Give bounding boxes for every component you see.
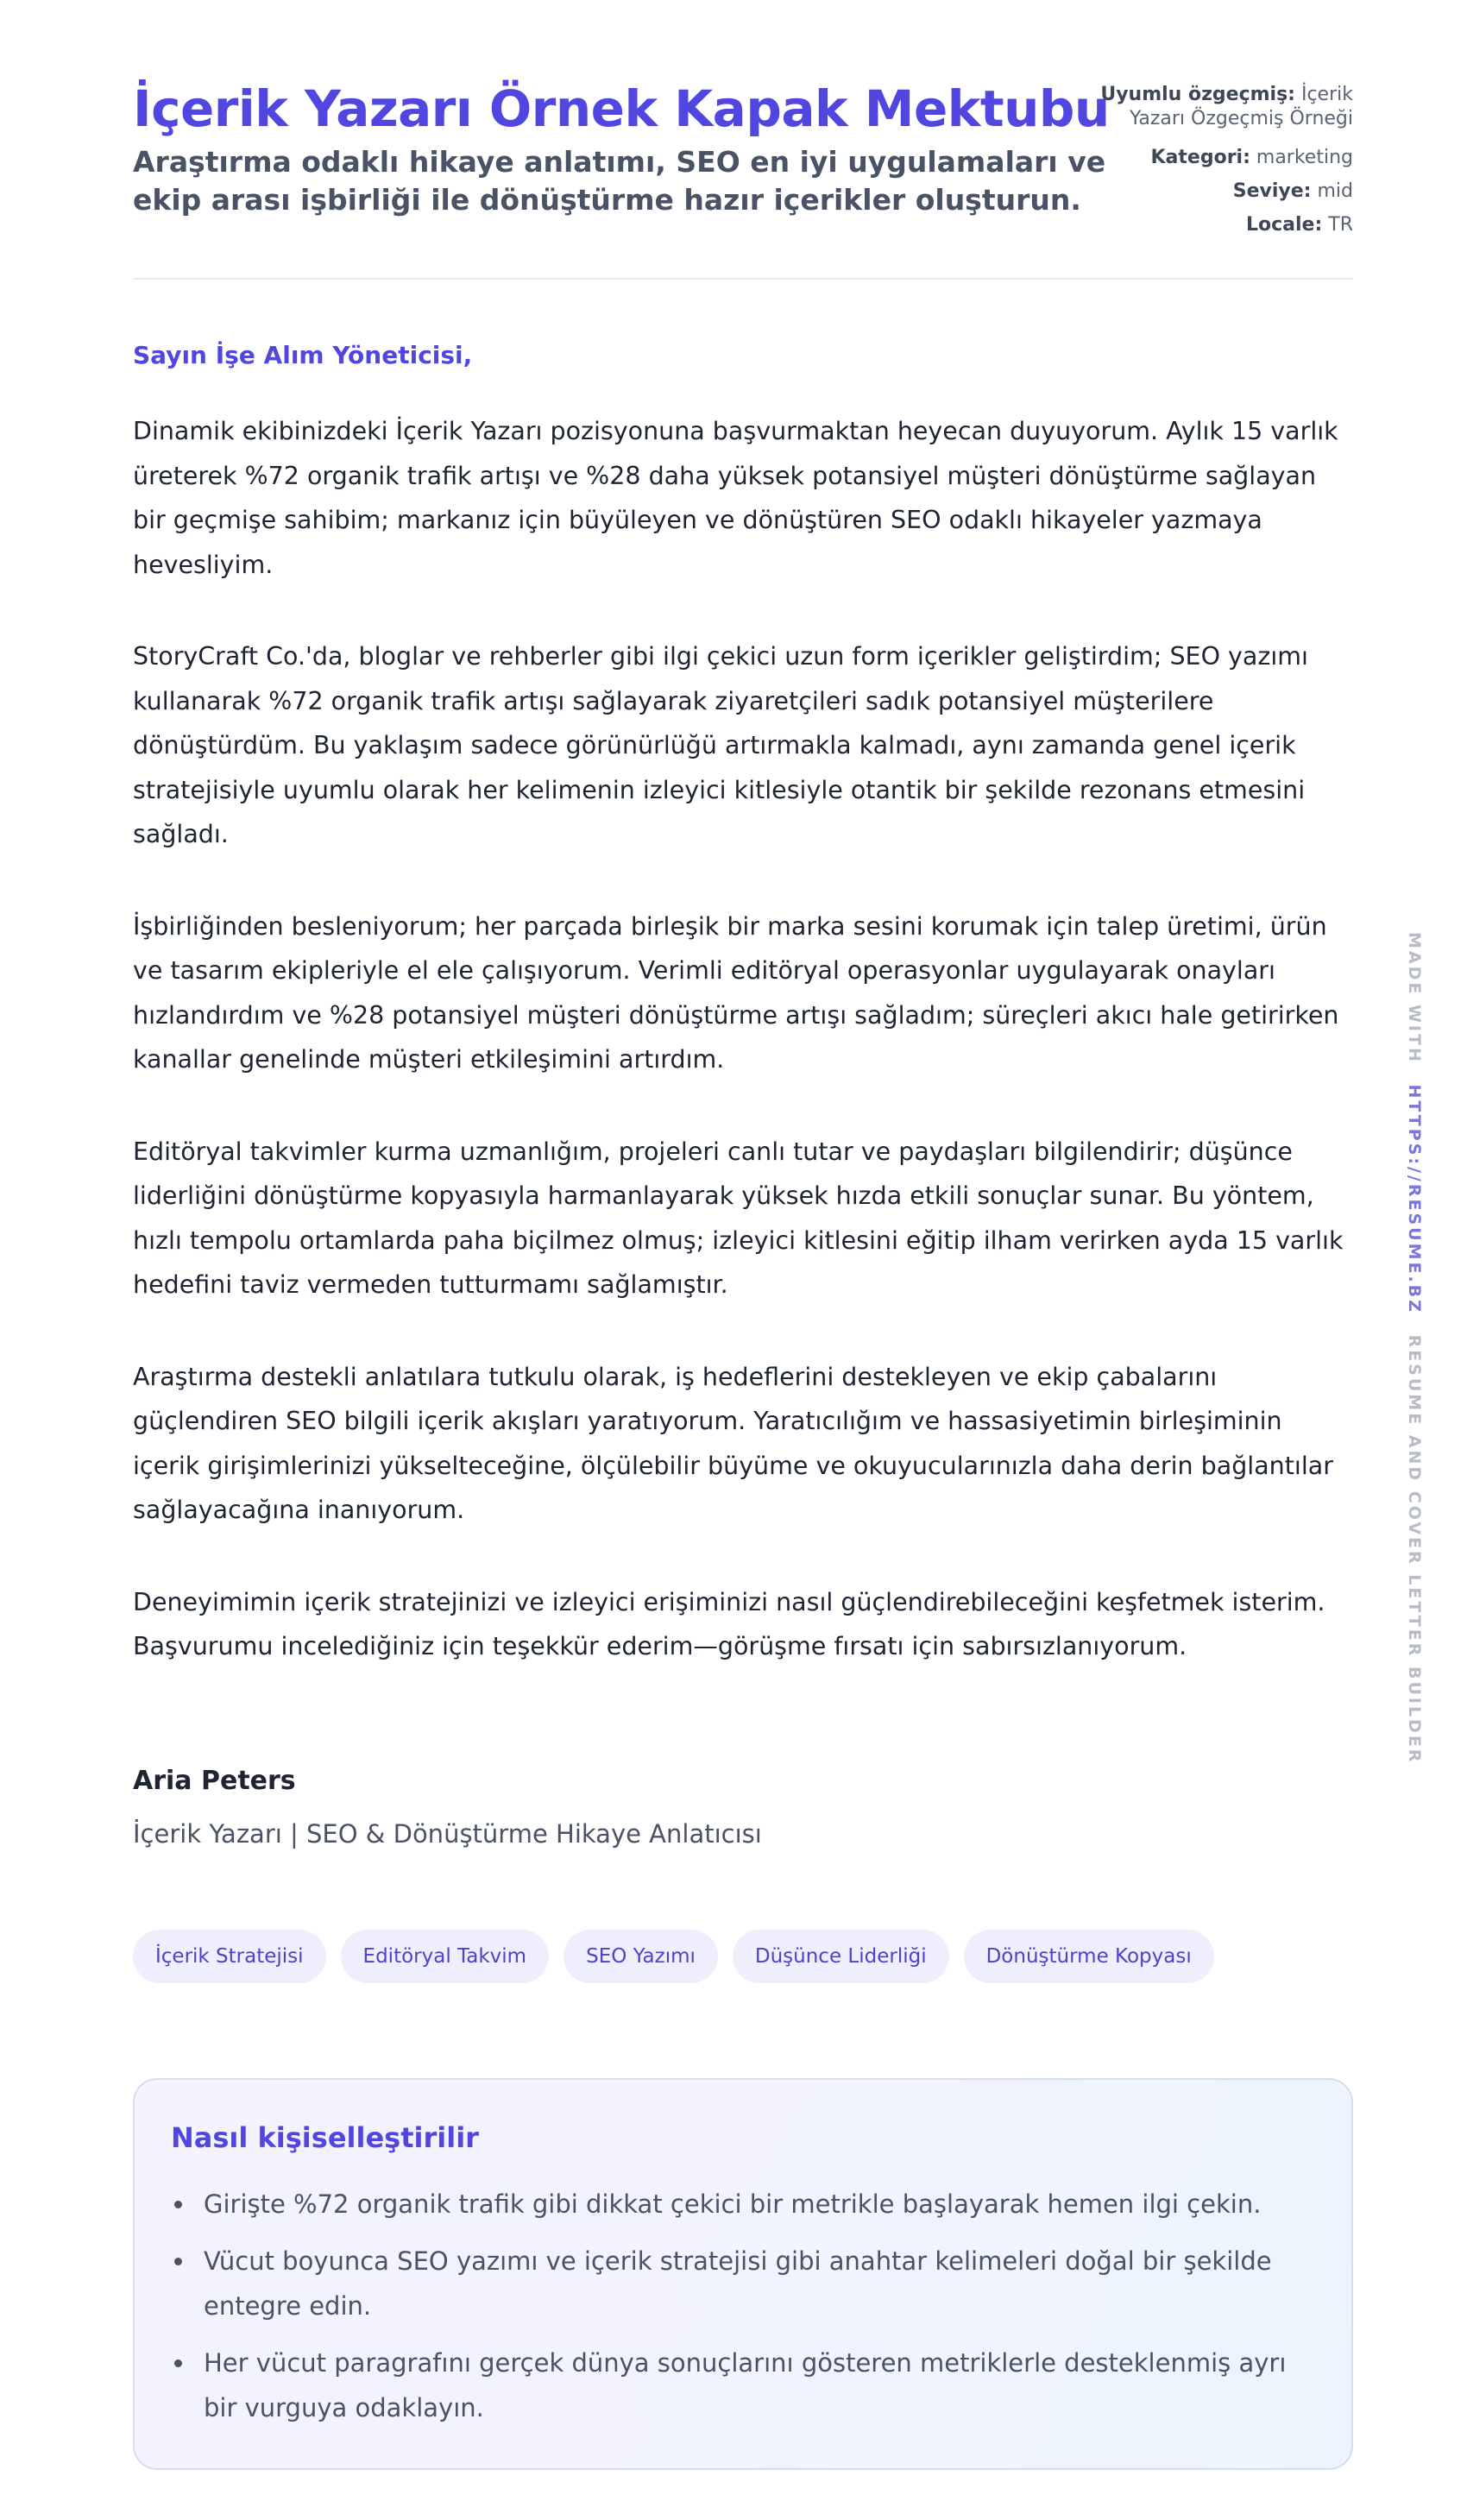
tip-item: Vücut boyunca SEO yazımı ve içerik stratejisi gibi anahtar kelimeleri doğal bir şekilde entegre edin. <box>171 2239 1310 2328</box>
meta-resume-link[interactable]: İçerik Yazarı Özgeçmiş Örneği <box>1129 84 1353 129</box>
skill-tag: İçerik Stratejisi <box>133 1930 326 1983</box>
skill-tag: SEO Yazımı <box>564 1930 718 1983</box>
skill-tag: Düşünce Liderliği <box>733 1930 949 1983</box>
tip-item: Her vücut paragrafını gerçek dünya sonuçlarını gösteren metriklerle desteklenmiş ayrı bir vurguya odaklayın. <box>171 2340 1310 2430</box>
tip-item: Girişte %72 organik trafik gibi dikkat çekici bir metrikle başlayarak hemen ilgi çekin. <box>171 2182 1310 2227</box>
letter-paragraph: Editöryal takvimler kurma uzmanlığım, projeleri canlı tutar ve paydaşları bilgilendirir; düşünce liderliğini dönüştürme kopyasıyla harmanlayarak yüksek hızda etkili sonuçlar sunar. Bu yöntem, hızlı tempolu ortamlarda paha biçilmez olmuş; izleyici kitlesini eğitip ilham verirken ayda 15 varlık hedefini taviz vermeden tutturmamı sağlamıştır. <box>133 1137 1344 1299</box>
skill-tags <box>133 1930 1214 1983</box>
meta-category: Kategori: marketing <box>1150 147 1353 168</box>
watermark-link[interactable]: HTTPS://RESUME.BZ <box>1405 1084 1424 1314</box>
page-title: İçerik Yazarı Örnek Kapak Mektubu <box>133 79 1110 138</box>
letter-paragraph: Dinamik ekibinizdeki İçerik Yazarı pozisyonuna başvurmaktan heyecan duyuyorum. Aylık 15 varlık üreterek %72 organik trafik artışı ve %28 daha yüksek potansiyel müşteri dönüştürme sağlayan bir geçmişe sahibim; markanız için büyüleyen ve dönüştüren SEO odaklı hikayeler yazmaya hevesliyim. <box>133 417 1338 579</box>
meta-level: Seviye: mid <box>1232 180 1353 202</box>
skill-tag: Dönüştürme Kopyası <box>964 1930 1214 1983</box>
letter-paragraph: StoryCraft Co.'da, bloglar ve rehberler gibi ilgi çekici uzun form içerikler geliştirdim; SEO yazımı kullanarak %72 organik trafik artışı sağlayarak ziyaretçileri sadık potansiyel müşterilere dönüştürdüm. Bu yaklaşım sadece görünürlüğü artırmakla kalmadı, aynı zamanda genel içerik stratejisiyle uyumlu olarak her kelimenin izleyici kitlesiyle otantik bir şekilde rezonans etmesini sağladı. <box>133 642 1308 848</box>
cover-letter-page <box>133 0 1353 2422</box>
tips-title: Nasıl kişiselleştirilir <box>171 2121 479 2154</box>
letter-paragraph: Deneyimimin içerik stratejinizi ve izleyici erişiminizi nasıl güçlendirebileceğini keşfetmek isterim. Başvurumu incelediğiniz için teşekkür ederim—görüşme fırsatı için sabırsızlanıyorum. <box>133 1587 1325 1660</box>
header <box>133 0 1353 280</box>
signature-name: Aria Peters <box>133 1766 296 1796</box>
letter-greeting: Sayın İşe Alım Yöneticisi, <box>133 341 473 369</box>
letter-body <box>133 409 1353 1717</box>
letter-paragraph: Araştırma destekli anlatılara tutkulu olarak, iş hedeflerini destekleyen ve ekip çabalarını güçlendiren SEO bilgili içerik akışları yaratıyorum. Yaratıcılığım ve hassasiyetimin birleşiminin içerik girişimlerinizi yükselteceğine, ölçülebilir büyüme ve okuyucularınızla daha derin bağlantılar sağlayacağına inanıyorum. <box>133 1362 1333 1524</box>
meta-resume: Uyumlu özgeçmiş: İçerik Yazarı Özgeçmiş Örneği <box>1100 84 1353 129</box>
letter-paragraph: İşbirliğinden besleniyorum; her parçada birleşik bir marka sesini korumak için talep üretimi, ürün ve tasarım ekipleriyle el ele çalışıyorum. Verimli editöryal operasyonlar uygulayarak onayları hızlandırdım ve %28 potansiyel müşteri dönüştürme artışı sağladım; süreçleri akıcı hale getirirken kanallar genelinde müşteri etkileşimini artırdım. <box>133 911 1339 1074</box>
tips-list <box>171 2182 1310 2442</box>
personalization-tips-box <box>133 2078 1353 2470</box>
watermark: MADE WITH HTTPS://RESUME.BZ RESUME AND COVER LETTER BUILDER <box>1405 932 1424 1765</box>
signature-role: İçerik Yazarı | SEO & Dönüştürme Hikaye Anlatıcısı <box>133 1819 762 1849</box>
meta-locale: Locale: TR <box>1245 214 1353 236</box>
page-subtitle: Araştırma odaklı hikaye anlatımı, SEO en iyi uygulamaları ve ekip arası işbirliği ile dönüştürme hazır içerikler oluşturun. <box>133 145 1106 217</box>
meta-info <box>1068 83 1353 242</box>
skill-tag: Editöryal Takvim <box>341 1930 550 1983</box>
